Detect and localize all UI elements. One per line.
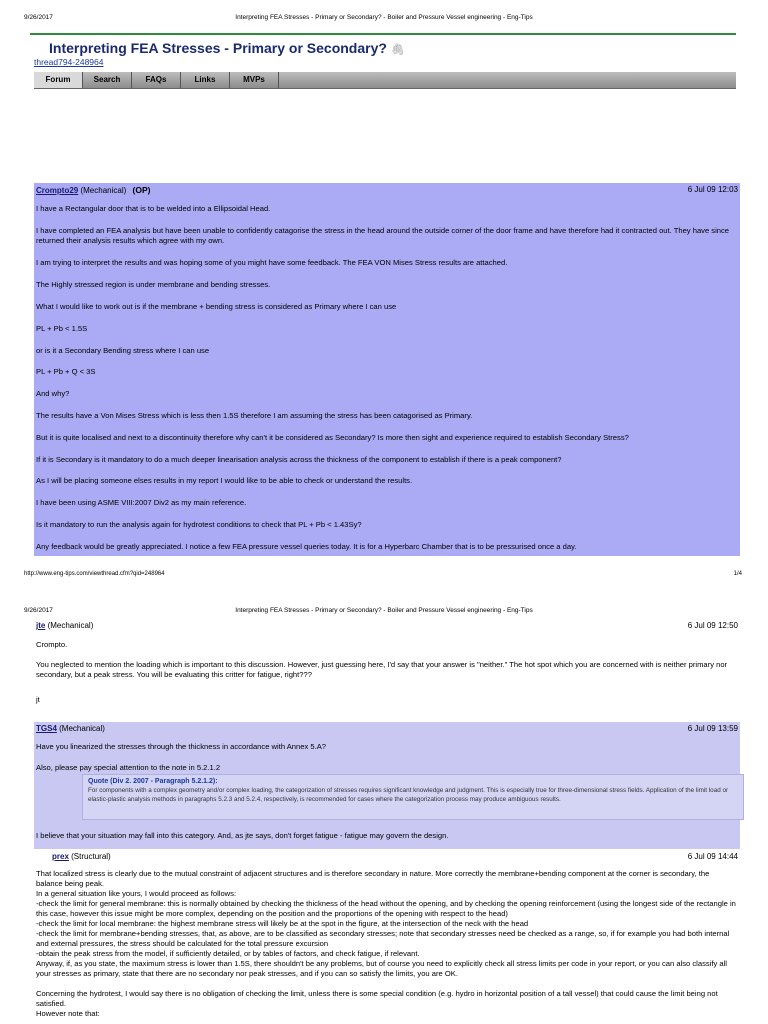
paperclip-icon[interactable]: 🖇 xyxy=(390,44,405,56)
tab-links[interactable]: Links xyxy=(181,72,230,88)
post-paragraph: I believe that your situation may fall into this category. And, as jte says, don't forget fatigue - fatigue may govern the design. xyxy=(36,831,449,840)
post-paragraph: -check the limit for membrane+bending stresses, that, as above, are to be classified as secondary stresses; note that secondary stresses need be checked as a range, so, if for example you had both internal and external pressures, the stress should be calculated for the total pressure excursion xyxy=(36,929,730,948)
author-link[interactable]: prex xyxy=(52,852,69,861)
quote-box xyxy=(82,774,744,820)
print-page-number: 1/4 xyxy=(733,571,742,577)
post-date: 6 Jul 09 14:44 xyxy=(687,852,738,861)
post-paragraph: Have you linearized the stresses through the thickness in accordance with Annex 5.A? xyxy=(36,742,326,751)
post-paragraph: -check the limit for local membrane: the highest membrane stress will likely be at the spot in the figure, at the intersection of the neck with the head xyxy=(36,919,529,928)
post-paragraph: In a general situation like yours, I would proceed as follows: xyxy=(36,889,237,898)
author-discipline: (Mechanical) xyxy=(59,724,105,733)
post-paragraph: Is it mandatory to run the analysis again for hydrotest conditions to check that PL + Pb < 1.43Sy? xyxy=(36,520,362,529)
tab-mvps[interactable]: MVPs xyxy=(230,72,279,88)
post-paragraph: jt xyxy=(36,695,40,704)
post-paragraph: The results have a Von Mises Stress which is less then 1.5S therefore I am assuming the stress has been catagorised as Primary. xyxy=(36,411,473,420)
author-discipline: (Structural) xyxy=(71,852,111,861)
tab-faqs[interactable]: FAQs xyxy=(132,72,181,88)
print-date: 9/26/2017 xyxy=(24,607,53,614)
post-author-line xyxy=(36,724,105,734)
post-paragraph: As I will be placing someone elses results in my report I would like to be able to check or understand the results. xyxy=(36,476,413,485)
author-link[interactable]: TGS4 xyxy=(36,724,57,733)
post-paragraph: Also, please pay special attention to the note in 5.2.1.2 xyxy=(36,763,221,772)
print-footer xyxy=(0,571,768,581)
post-paragraph: PL + Pb + Q < 3S xyxy=(36,367,96,376)
post-paragraph: I have been using ASME VIII:2007 Div2 as my main reference. xyxy=(36,498,247,507)
quote-body: For components with a complex geometry and/or complex loading, the categorization of stresses requires significant knowledge and judgment. This is especially true for three-dimensional stress fields. Application of the limit load or elastic-plastic analysis methods in paragraphs 5.2.3 and 5.2.4, respectively, is recommended for cases where the categorization process may produce ambiguous results. xyxy=(88,787,729,803)
post-author-line xyxy=(36,621,93,631)
post-paragraph: I have completed an FEA analysis but have been unable to confidently catagorise the stress in the head around the outside corner of the door frame and have therefore had it contracted out. They have since returned their analysis results which agree with my own. xyxy=(36,226,730,245)
post-paragraph: What I would like to work out is if the membrane + bending stress is considered as Primary where I can use xyxy=(36,302,397,311)
post-paragraph: And why? xyxy=(36,389,70,398)
author-link[interactable]: jte xyxy=(36,621,46,630)
tab-search[interactable]: Search xyxy=(83,72,132,88)
post-crompto29 xyxy=(34,183,740,556)
print-header xyxy=(0,14,768,28)
print-title: Interpreting FEA Stresses - Primary or Secondary? - Boiler and Pressure Vessel engineering - Eng-Tips xyxy=(235,607,533,614)
author-link[interactable]: Crompto29 xyxy=(36,186,79,195)
thread-title xyxy=(49,40,405,56)
post-paragraph: If it is Secondary is it mandatory to do a much deeper linearisation analysis across the thickness of the component to establish if there is a peak component? xyxy=(36,455,562,464)
post-paragraph: Crompto. xyxy=(36,640,68,649)
post-author-line xyxy=(52,852,111,862)
post-paragraph: Any feedback would be greatly appreciated. I notice a few FEA pressure vessel queries today. It is for a Hyperbarc Chamber that is to be pressurised once a day. xyxy=(36,542,577,551)
post-paragraph: Anyway, if, as you state, the maximum stress is lower than 1.5S, there shouldn't be any problems, but of course you need to explicitly check all stress limits per code in your report, or you can also classify all your stresses as primary, state that there are no secondary nor peak stresses, and if you can so satisfy the limits, you are OK. xyxy=(36,959,727,978)
post-paragraph: I am trying to interpret the results and was hoping some of you might have some feedback. The FEA VON Mises Stress results are attached. xyxy=(36,258,508,267)
print-url: http://www.eng-tips.com/viewthread.cfm?qid=248964 xyxy=(24,571,165,577)
op-badge: (OP) xyxy=(132,185,151,195)
post-paragraph: But it is quite localised and next to a discontinuity therefore why can't it be considered as Secondary? Is more then sight and experience required to establish Secondary Stress? xyxy=(36,433,629,442)
tab-forum[interactable]: Forum xyxy=(34,72,83,88)
post-paragraph: That localized stress is clearly due to the mutual constraint of adjacent structures and is therefore secondary in nature. More correctly the membrane+bending component at the corner is secondary, the balance being peak. xyxy=(36,869,710,888)
thread-title-text: Interpreting FEA Stresses - Primary or Secondary? xyxy=(49,40,387,56)
post-date: 6 Jul 09 12:50 xyxy=(687,621,738,630)
post-paragraph: The Highly stressed region is under membrane and bending stresses. xyxy=(36,280,271,289)
post-paragraph: or is it a Secondary Bending stress where I can use xyxy=(36,346,210,355)
nav-bar xyxy=(34,72,736,89)
post-paragraph: -check the limit for general membrane: this is normally obtained by checking the thickness of the head without the opening, and by checking the opening reinforcement (using the longest side of the rectangle in this case, however this issue might be more complex, depending on the position and the proportions of the opening with respect to the head) xyxy=(36,899,736,918)
quote-header: Quote (Div 2. 2007 - Paragraph 5.2.1.2): xyxy=(88,778,218,785)
post-tgs4 xyxy=(34,722,740,849)
header-divider xyxy=(30,33,736,35)
post-author-line xyxy=(36,185,150,196)
post-paragraph: -obtain the peak stress from the model, if sufficiently detailed, or by tables of factors, and check fatigue, if relevant. xyxy=(36,949,420,958)
print-date: 9/26/2017 xyxy=(24,14,53,21)
post-date: 6 Jul 09 13:59 xyxy=(687,724,738,733)
print-title: Interpreting FEA Stresses - Primary or Secondary? - Boiler and Pressure Vessel engineering - Eng-Tips xyxy=(235,14,533,21)
post-date: 6 Jul 09 12:03 xyxy=(687,185,738,194)
post-paragraph: However note that: xyxy=(36,1009,100,1018)
post-paragraph: PL + Pb < 1.5S xyxy=(36,324,88,333)
post-paragraph: I have a Rectangular door that is to be welded into a Ellipsoidal Head. xyxy=(36,204,271,213)
post-prex xyxy=(34,850,740,1024)
thread-id-link[interactable]: thread794-248964 xyxy=(34,57,104,67)
post-jte xyxy=(34,619,740,719)
author-discipline: (Mechanical) xyxy=(47,621,94,630)
post-paragraph: Concerning the hydrotest, I would say there is no obligation of checking the limit, unless there is some special condition (e.g. hydro in horizontal position of a tall vessel) that could cause the limit being not satisfied. xyxy=(36,989,718,1008)
post-paragraph: You neglected to mention the loading which is important to this discussion. However, just guessing here, I'd say that your answer is "neither." The hot spot which you are concerned with is neither primary nor secondary, but a peak stress. You will be evaluating this critter for fatigue, right??? xyxy=(36,660,728,679)
author-discipline: (Mechanical) xyxy=(80,186,127,195)
